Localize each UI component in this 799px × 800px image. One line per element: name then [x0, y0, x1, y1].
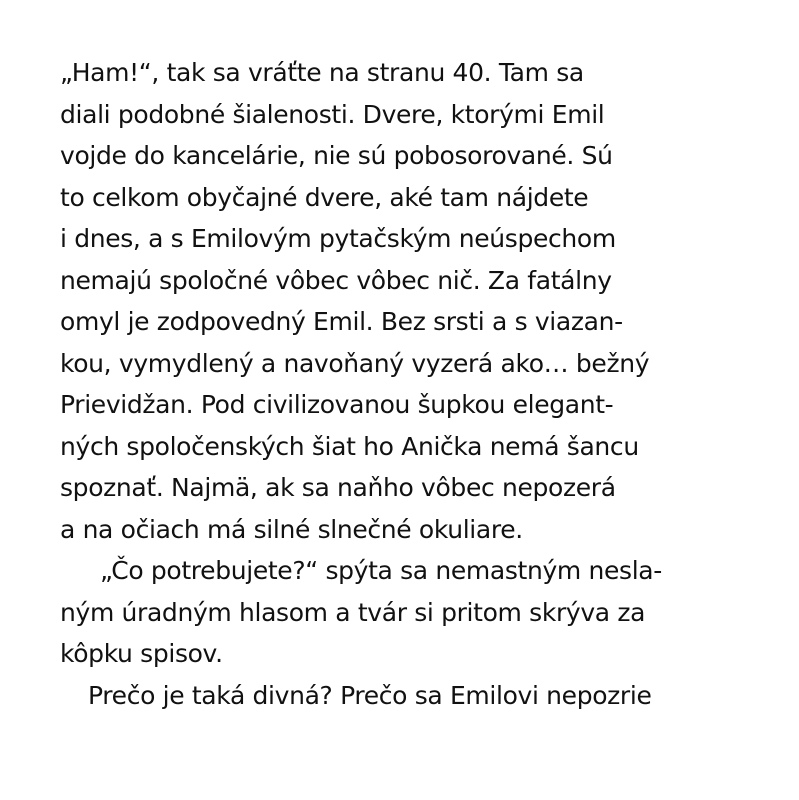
text-line-2: diali podobné šialenosti. Dvere, ktorými Emil: [60, 99, 605, 129]
text-line-16: Prečo je taká divná? Prečo sa Emilovi nepozrie: [88, 680, 652, 710]
text-line-7: omyl je zodpovedný Emil. Bez srsti a s viazan-: [60, 307, 623, 336]
text-line-8: kou, vymydlený a navoňaný vyzerá ako… bežný: [60, 348, 650, 378]
body-text: [60, 52, 760, 716]
text-line-12: a na očiach má silné slnečné okuliare.: [60, 514, 523, 544]
text-line-13: „Čo potrebujete?“ spýta sa nemastným nesla-: [100, 556, 662, 585]
text-line-4: to celkom obyčajné dvere, aké tam nájdete: [60, 182, 589, 212]
text-line-10: ných spoločenských šiat ho Anička nemá šancu: [60, 431, 639, 461]
text-line-9: Prievidžan. Pod civilizovanou šupkou elegant-: [60, 390, 614, 419]
text-line-15: kôpku spisov.: [60, 639, 223, 668]
text-line-6: nemajú spoločné vôbec vôbec nič. Za fatálny: [60, 265, 612, 295]
text-line-14: ným úradným hlasom a tvár si pritom skrýva za: [60, 597, 646, 627]
text-line-1: „Ham!“, tak sa vráťte na stranu 40. Tam sa: [60, 58, 584, 87]
text-line-3: vojde do kancelárie, nie sú pobosorované. Sú: [60, 141, 613, 170]
text-line-5: i dnes, a s Emilovým pytačským neúspechom: [60, 224, 616, 253]
text-line-11: spoznať. Najmä, ak sa naňho vôbec nepozerá: [60, 473, 616, 502]
